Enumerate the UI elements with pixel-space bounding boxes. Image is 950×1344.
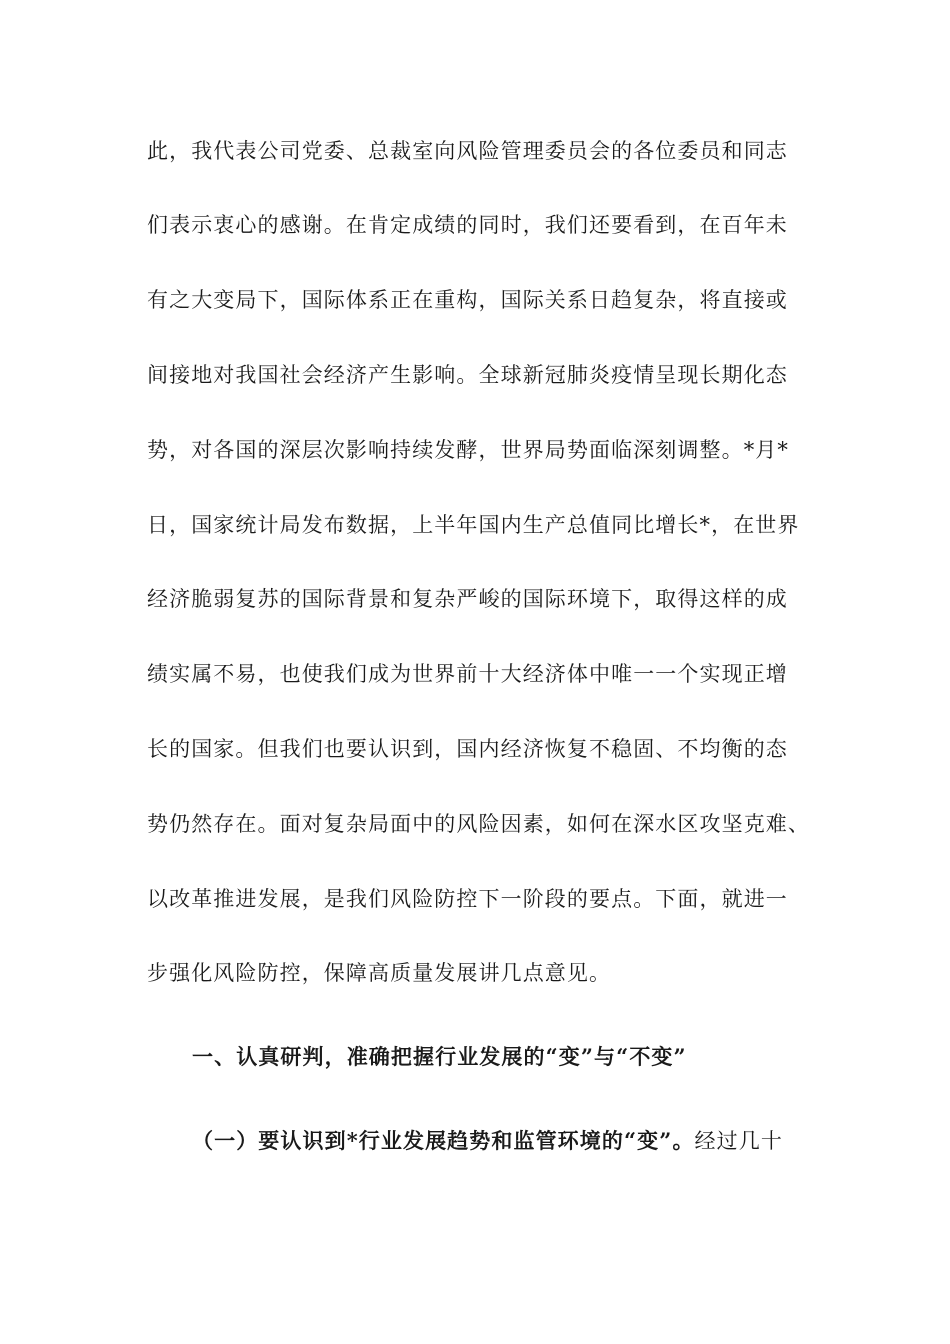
body-line-11: 以改革推进发展，是我们风险防控下一阶段的要点。下面，就进一 xyxy=(147,887,788,911)
subsection-title: （一）要认识到*行业发展趋势和监管环境的“变”。 xyxy=(192,1128,695,1153)
body-line-7: 经济脆弱复苏的国际背景和复杂严峻的国际环境下，取得这样的成 xyxy=(147,587,788,611)
subsection-line xyxy=(192,1126,783,1156)
body-line-5: 势，对各国的深层次影响持续发酵，世界局势面临深刻调整。*月* xyxy=(147,438,789,462)
body-line-1: 此，我代表公司党委、总裁室向风险管理委员会的各位委员和同志 xyxy=(147,139,788,163)
subsection-text: 经过几十 xyxy=(694,1129,783,1153)
body-line-8: 绩实属不易，也使我们成为世界前十大经济体中唯一一个实现正增 xyxy=(147,662,788,686)
section-heading: 一、认真研判，准确把握行业发展的“变”与“不变” xyxy=(192,1044,687,1069)
body-line-9: 长的国家。但我们也要认识到，国内经济恢复不稳固、不均衡的态 xyxy=(147,737,788,761)
body-line-6: 日，国家统计局发布数据，上半年国内生产总值同比增长*，在世界 xyxy=(147,513,800,537)
body-line-4: 间接地对我国社会经济产生影响。全球新冠肺炎疫情呈现长期化态 xyxy=(147,363,788,387)
body-line-2: 们表示衷心的感谢。在肯定成绩的同时，我们还要看到，在百年未 xyxy=(147,213,788,237)
body-line-3: 有之大变局下，国际体系正在重构，国际关系日趋复杂，将直接或 xyxy=(147,288,788,312)
body-line-12: 步强化风险防控，保障高质量发展讲几点意见。 xyxy=(147,961,612,985)
body-line-10: 势仍然存在。面对复杂局面中的风险因素，如何在深水区攻坚克难、 xyxy=(147,812,810,836)
